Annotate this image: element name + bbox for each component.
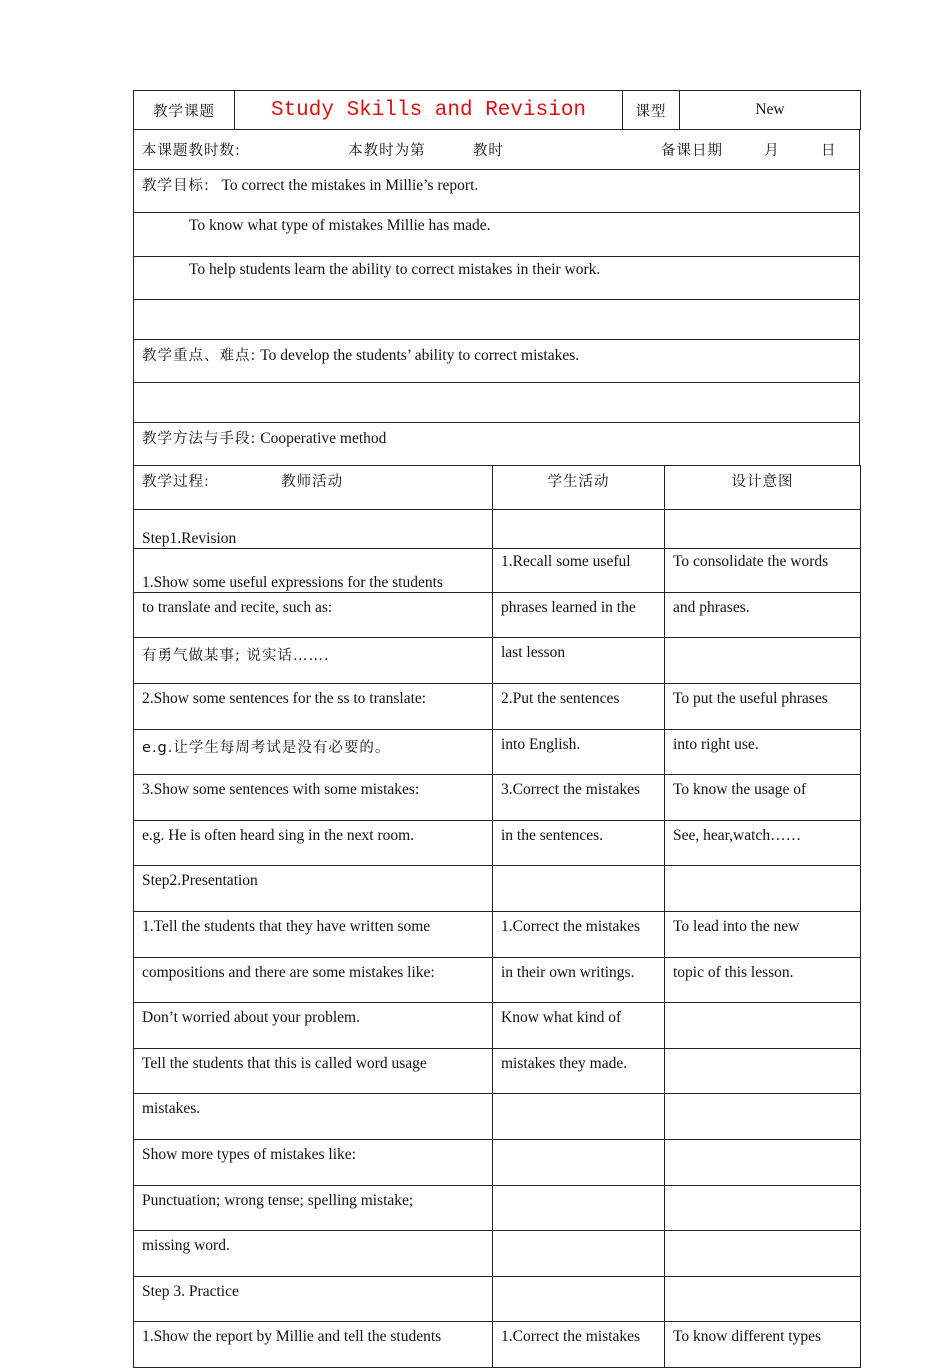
lesson-plan-sheet <box>133 90 860 1368</box>
design-cell <box>665 1139 861 1185</box>
teacher-cell: 有勇气做某事; 说实话……. <box>134 638 493 684</box>
student-cell: 1.Correct the mistakes <box>493 911 665 957</box>
header-table <box>133 90 861 130</box>
design-cell: To know different types <box>665 1322 861 1368</box>
table-row <box>134 775 861 821</box>
student-cell <box>493 1185 665 1231</box>
keypoints-text: To develop the students’ ability to correct mistakes. <box>260 346 580 364</box>
process-rows <box>134 509 861 1367</box>
design-cell <box>665 1094 861 1140</box>
teacher-cell: Step1.Revision <box>134 509 493 549</box>
table-row <box>134 1094 861 1140</box>
design-cell: topic of this lesson. <box>665 957 861 1003</box>
teacher-cell: Don’t worried about your problem. <box>134 1003 493 1049</box>
student-cell: Know what kind of <box>493 1003 665 1049</box>
lesson-label: 本教时为第 <box>348 142 426 159</box>
meta-row <box>134 130 860 170</box>
design-cell <box>665 638 861 684</box>
methods-text: Cooperative method <box>260 429 387 447</box>
objective-item: To correct the mistakes in Millie’s report. <box>221 176 479 194</box>
teacher-cell: compositions and there are some mistakes like: <box>134 957 493 1003</box>
student-cell: 2.Put the sentences <box>493 683 665 729</box>
table-row <box>134 1185 861 1231</box>
student-activity-header: 学生活动 <box>493 466 665 510</box>
design-cell: To put the useful phrases <box>665 683 861 729</box>
blank-row <box>134 300 860 340</box>
table-row <box>134 820 861 866</box>
methods-row <box>134 422 860 466</box>
process-header-teacher <box>134 466 493 510</box>
design-cell <box>665 1003 861 1049</box>
teacher-cell: 1.Show the report by Millie and tell the students <box>134 1322 493 1368</box>
keypoints-row <box>134 339 860 383</box>
teacher-cell: missing word. <box>134 1231 493 1277</box>
objectives-row <box>134 169 860 213</box>
design-cell <box>665 866 861 912</box>
student-cell: last lesson <box>493 638 665 684</box>
table-row <box>134 1276 861 1322</box>
table-row <box>134 549 861 593</box>
student-cell <box>493 866 665 912</box>
design-cell <box>665 1185 861 1231</box>
design-cell: To lead into the new <box>665 911 861 957</box>
topic-label: 教学课题 <box>134 91 235 130</box>
design-cell <box>665 1048 861 1094</box>
teacher-cell: Show more types of mistakes like: <box>134 1139 493 1185</box>
table-row <box>134 592 861 638</box>
student-cell <box>493 1139 665 1185</box>
type-label: 课型 <box>623 91 680 130</box>
teacher-cell: 2.Show some sentences for the ss to translate: <box>134 683 493 729</box>
teacher-cell: Step 3. Practice <box>134 1276 493 1322</box>
design-cell: into right use. <box>665 729 861 775</box>
design-cell: See, hear,watch…… <box>665 820 861 866</box>
student-cell <box>493 1094 665 1140</box>
student-cell <box>493 509 665 549</box>
student-cell: 1.Recall some useful <box>493 549 665 593</box>
student-cell: 1.Correct the mistakes <box>493 1322 665 1368</box>
student-cell: in the sentences. <box>493 820 665 866</box>
design-cell: To consolidate the words <box>665 549 861 593</box>
table-row <box>134 683 861 729</box>
design-cell: To know the usage of <box>665 775 861 821</box>
teacher-cell: 3.Show some sentences with some mistakes: <box>134 775 493 821</box>
student-cell: mistakes they made. <box>493 1048 665 1094</box>
process-label: 教学过程: <box>142 474 210 490</box>
table-row <box>134 1322 861 1368</box>
keypoints-label: 教学重点、难点: <box>142 347 257 364</box>
design-cell <box>665 1231 861 1277</box>
objective-item: To know what type of mistakes Millie has made. <box>134 213 860 257</box>
objective-item: To help students learn the ability to correct mistakes in their work. <box>134 256 860 300</box>
student-cell <box>493 1231 665 1277</box>
student-cell: 3.Correct the mistakes <box>493 775 665 821</box>
table-row <box>134 729 861 775</box>
teacher-cell: to translate and recite, such as: <box>134 592 493 638</box>
teacher-cell: e.g. He is often heard sing in the next room. <box>134 820 493 866</box>
student-cell: phrases learned in the <box>493 592 665 638</box>
type-value: New <box>680 91 861 130</box>
table-row <box>134 1003 861 1049</box>
process-table <box>133 465 861 1368</box>
hours-label: 本课题教时数: <box>142 142 241 159</box>
teacher-cell: Step2.Presentation <box>134 866 493 912</box>
teacher-cell: mistakes. <box>134 1094 493 1140</box>
student-cell <box>493 1276 665 1322</box>
design-intent-header: 设计意图 <box>665 466 861 510</box>
teacher-activity-header: 教师活动 <box>281 474 344 490</box>
student-cell: into English. <box>493 729 665 775</box>
table-row <box>134 1231 861 1277</box>
design-cell <box>665 509 861 549</box>
teacher-cell: 1.Show some useful expressions for the students <box>134 549 493 593</box>
date-label: 备课日期 <box>661 142 724 159</box>
topic-title: Study Skills and Revision <box>235 91 623 130</box>
design-cell: and phrases. <box>665 592 861 638</box>
methods-label: 教学方法与手段: <box>142 430 257 447</box>
teacher-cell: e.g.让学生每周考试是没有必要的。 <box>134 729 493 775</box>
lesson-suffix: 教时 <box>472 142 504 159</box>
student-cell: in their own writings. <box>493 957 665 1003</box>
table-row <box>134 866 861 912</box>
table-row <box>134 638 861 684</box>
table-row <box>134 1139 861 1185</box>
table-row <box>134 1048 861 1094</box>
teacher-cell: 1.Tell the students that they have written some <box>134 911 493 957</box>
blank-row <box>134 383 860 423</box>
table-row <box>134 509 861 549</box>
design-cell <box>665 1276 861 1322</box>
table-row <box>134 911 861 957</box>
month-label: 月 <box>764 142 780 159</box>
objectives-label: 教学目标: <box>142 177 210 194</box>
teacher-cell: Punctuation; wrong tense; spelling mistake; <box>134 1185 493 1231</box>
table-row <box>134 957 861 1003</box>
day-label: 日 <box>820 142 837 159</box>
info-table <box>133 129 860 466</box>
teacher-cell: Tell the students that this is called word usage <box>134 1048 493 1094</box>
